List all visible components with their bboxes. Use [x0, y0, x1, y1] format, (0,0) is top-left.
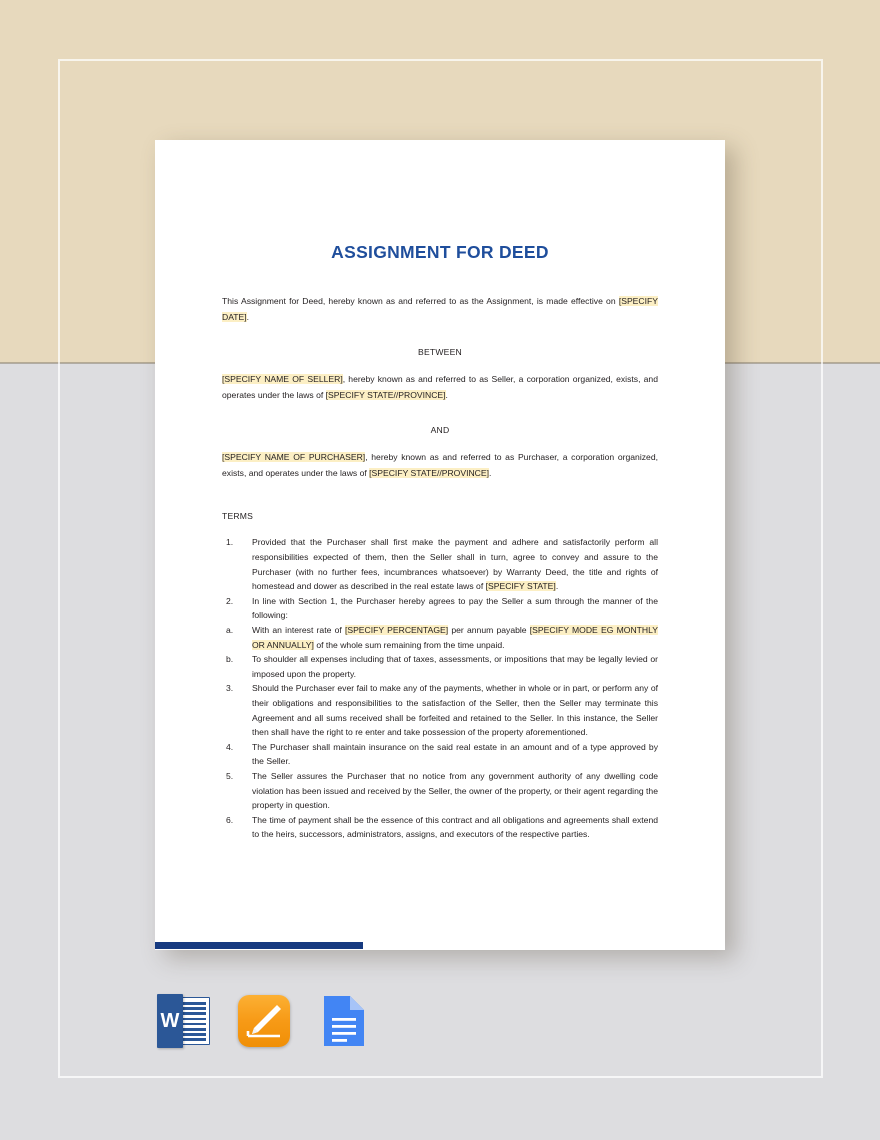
- pages-pen-glyph: [238, 995, 290, 1047]
- apple-pages-icon[interactable]: [235, 992, 293, 1050]
- terms-item-text: In line with Section 1, the Purchaser hereby agrees to pay the Seller a sum through the manner of the following:: [252, 595, 658, 621]
- terms-item-marker: 4.: [226, 741, 234, 752]
- terms-item: [222, 681, 658, 739]
- seller-name-placeholder: [SPECIFY NAME OF SELLER]: [222, 373, 343, 384]
- terms-item-marker: 5.: [226, 770, 234, 781]
- terms-item-marker: 1.: [226, 537, 234, 548]
- intro-text-after: .: [246, 312, 250, 323]
- terms-heading: TERMS: [222, 511, 254, 522]
- google-docs-glyph: [319, 994, 369, 1048]
- terms-item: [222, 535, 658, 593]
- seller-state-placeholder: [SPECIFY STATE//PROVINCE]: [325, 390, 446, 401]
- and-label: AND: [430, 424, 450, 435]
- intro-date-placeholder: [SPECIFY DATE]: [222, 296, 658, 323]
- intro-text-before: This Assignment for Deed, hereby known as and referred to as the Assignment, is made effective on: [222, 296, 619, 306]
- terms-item-text: The Purchaser shall maintain insurance on the said real estate in an amount and of a type approved by the Seller.: [252, 741, 658, 767]
- terms-item-text: Should the Purchaser ever fail to make any of the payments, whether in whole or in part, or perform any of their obligations and responsibilities to the satisfaction of the Seller, then the Seller may terminate this Agreement and all sums received shall be forfeited and retained to the Seller. In this instance, the Seller then shall have the right to re enter and take possession of the property aforementioned.: [252, 683, 658, 738]
- terms-item-highlight: [SPECIFY STATE]: [485, 581, 556, 592]
- terms-item-marker: 2.: [226, 595, 234, 606]
- terms-item-text-middle: per annum payable: [448, 625, 530, 635]
- purchaser-text-middle: , hereby known as and referred to as Purchaser, a corporation organized, exists, and operates under the laws of: [222, 451, 658, 479]
- document-content: [222, 140, 658, 842]
- format-icons-row: [155, 992, 385, 1050]
- terms-item: [222, 740, 658, 769]
- terms-item-text-after: of the whole sum remaining from the time unpaid.: [313, 639, 505, 650]
- document-title: ASSIGNMENT FOR DEED: [331, 242, 549, 262]
- purchaser-paragraph: [222, 449, 658, 482]
- seller-text-middle: , hereby known as and referred to as Seller, a corporation organized, exists, and operates under the laws of: [222, 373, 658, 401]
- terms-item: [222, 652, 658, 681]
- microsoft-word-icon[interactable]: [155, 992, 213, 1050]
- terms-item-highlight-2: [SPECIFY MODE EG MONTHLY OR ANNUALLY]: [252, 625, 658, 650]
- footer-accent-bar: [155, 942, 363, 949]
- terms-list: [222, 535, 658, 841]
- seller-paragraph: [222, 371, 658, 404]
- terms-item-text: Provided that the Purchaser shall first make the payment and adhere and satisfactorily perform all responsibilities expected of them, then the Seller shall in turn, agree to convey and assure to the Purchaser (with no further fees, incumbrances whatsoever) by Warranty Deed, the title and rights of homestead and dower as described in the real estate laws of: [252, 537, 658, 592]
- terms-item: [222, 594, 658, 623]
- purchaser-state-placeholder: [SPECIFY STATE//PROVINCE]: [369, 468, 489, 479]
- terms-item-marker: 6.: [226, 814, 234, 825]
- terms-item-marker: b.: [226, 654, 234, 665]
- google-docs-icon[interactable]: [315, 992, 373, 1050]
- terms-item: [222, 813, 658, 842]
- terms-item: [222, 769, 658, 813]
- document-page: [155, 140, 725, 950]
- terms-item: [222, 623, 658, 652]
- intro-paragraph: [222, 293, 658, 326]
- between-label: BETWEEN: [418, 346, 462, 357]
- terms-item-marker: 3.: [226, 683, 234, 694]
- terms-item-text-after: .: [555, 581, 559, 592]
- word-letter-w: W: [160, 1010, 180, 1032]
- terms-item-text: The time of payment shall be the essence of this contract and all obligations and agreements shall extend to the heirs, successors, administrators, assigns, and executors of the respective parties.: [252, 814, 658, 840]
- purchaser-text-after: .: [489, 468, 492, 479]
- terms-item-highlight: [SPECIFY PERCENTAGE]: [344, 625, 449, 635]
- purchaser-name-placeholder: [SPECIFY NAME OF PURCHASER]: [222, 451, 366, 462]
- terms-item-marker: a.: [226, 625, 234, 635]
- terms-item-text: To shoulder all expenses including that of taxes, assessments, or impositions that may be legally levied or imposed upon the property.: [252, 654, 658, 679]
- terms-item-text: The Seller assures the Purchaser that no notice from any government authority of any dwelling code violation has been issued and received by the Seller, the owner of the property, or their agent regarding the property in question.: [252, 770, 658, 811]
- terms-item-text: With an interest rate of: [252, 625, 345, 635]
- seller-text-after: .: [445, 390, 448, 401]
